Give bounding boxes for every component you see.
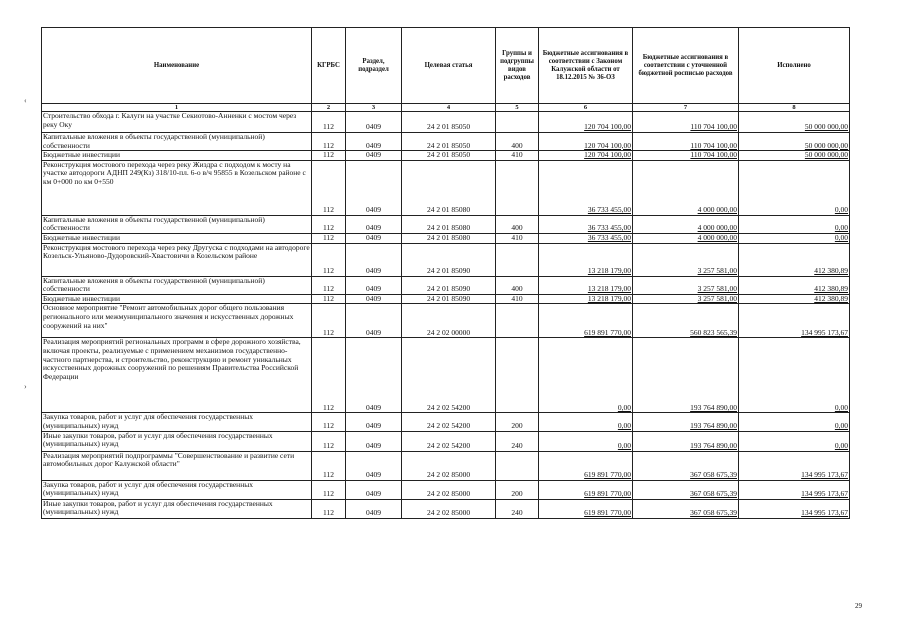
table-row bbox=[42, 451, 850, 480]
row-name: Иные закупки товаров, работ и услуг для обеспечения государственных (муниципальных) нужд bbox=[42, 499, 312, 518]
row-name: Реконструкция мостового перехода через реку Другуска с подходами на автодороге Козельск-Ульяново-Дудоровский-Хвастовичи в Козельском районе bbox=[42, 243, 312, 276]
table-row bbox=[42, 160, 850, 215]
row-name: Бюджетные инвестиции bbox=[42, 151, 312, 161]
row-executed-amount: 0,00 bbox=[739, 215, 850, 233]
row-kgrbs: 112 bbox=[312, 413, 346, 431]
row-target: 24 2 01 85080 bbox=[402, 160, 496, 215]
row-target: 24 2 02 85000 bbox=[402, 451, 496, 480]
row-section: 0409 bbox=[346, 451, 402, 480]
header-groups: Группы и подгруппы видов расходов bbox=[496, 28, 539, 104]
row-name: Капитальные вложения в объекты государственной (муниципальной) собственности bbox=[42, 276, 312, 294]
margin-tick: › bbox=[24, 382, 27, 391]
row-name: Капитальные вложения в объекты государственной (муниципальной) собственности bbox=[42, 133, 312, 151]
row-refined-amount: 4 000 000,00 bbox=[633, 160, 739, 215]
row-executed-amount: 0,00 bbox=[739, 431, 850, 451]
table-row bbox=[42, 151, 850, 161]
column-number-row bbox=[42, 104, 850, 112]
table-row bbox=[42, 233, 850, 243]
row-law-amount: 619 891 770,00 bbox=[539, 451, 633, 480]
table-row bbox=[42, 338, 850, 413]
table-row bbox=[42, 413, 850, 431]
row-refined-amount: 4 000 000,00 bbox=[633, 233, 739, 243]
row-group: 410 bbox=[496, 151, 539, 161]
row-law-amount: 0,00 bbox=[539, 413, 633, 431]
row-target: 24 2 01 85080 bbox=[402, 215, 496, 233]
row-executed-amount: 0,00 bbox=[739, 160, 850, 215]
row-refined-amount: 110 704 100,00 bbox=[633, 112, 739, 133]
row-group: 400 bbox=[496, 133, 539, 151]
table-row bbox=[42, 499, 850, 518]
row-refined-amount: 193 764 890,00 bbox=[633, 413, 739, 431]
row-executed-amount: 134 995 173,67 bbox=[739, 480, 850, 499]
page-number: 29 bbox=[855, 602, 862, 610]
row-refined-amount: 3 257 581,00 bbox=[633, 294, 739, 304]
row-group bbox=[496, 338, 539, 413]
table-header-row bbox=[42, 28, 850, 104]
row-kgrbs: 112 bbox=[312, 499, 346, 518]
row-group bbox=[496, 243, 539, 276]
column-number: 7 bbox=[633, 104, 739, 112]
row-target: 24 2 01 85080 bbox=[402, 233, 496, 243]
table-row bbox=[42, 276, 850, 294]
row-target: 24 2 02 54200 bbox=[402, 338, 496, 413]
column-number: 8 bbox=[739, 104, 850, 112]
column-number: 3 bbox=[346, 104, 402, 112]
table-row bbox=[42, 431, 850, 451]
row-group bbox=[496, 112, 539, 133]
table-body bbox=[42, 112, 850, 519]
row-law-amount: 13 218 179,00 bbox=[539, 276, 633, 294]
row-target: 24 2 01 85050 bbox=[402, 112, 496, 133]
column-number: 5 bbox=[496, 104, 539, 112]
row-name: Закупка товаров, работ и услуг для обеспечения государственных (муниципальных) нужд bbox=[42, 480, 312, 499]
row-refined-amount: 110 704 100,00 bbox=[633, 151, 739, 161]
row-refined-amount: 560 823 565,39 bbox=[633, 304, 739, 338]
row-target: 24 2 02 85000 bbox=[402, 480, 496, 499]
row-group: 200 bbox=[496, 480, 539, 499]
row-name: Реконструкция мостового перехода через реку Жиздра с подходом к мосту на участке автодороги АДНП 249(Кз) 318/10-пл. 6-о в/ч 95855 в Козельском районе с км 0+000 по км 0+550 bbox=[42, 160, 312, 215]
row-law-amount: 120 704 100,00 bbox=[539, 112, 633, 133]
row-refined-amount: 3 257 581,00 bbox=[633, 276, 739, 294]
row-kgrbs: 112 bbox=[312, 160, 346, 215]
row-kgrbs: 112 bbox=[312, 112, 346, 133]
table-row bbox=[42, 112, 850, 133]
row-executed-amount: 134 995 173,67 bbox=[739, 304, 850, 338]
row-section: 0409 bbox=[346, 294, 402, 304]
row-target: 24 2 01 85090 bbox=[402, 276, 496, 294]
row-kgrbs: 112 bbox=[312, 276, 346, 294]
column-number: 2 bbox=[312, 104, 346, 112]
row-refined-amount: 3 257 581,00 bbox=[633, 243, 739, 276]
row-section: 0409 bbox=[346, 133, 402, 151]
column-number: 6 bbox=[539, 104, 633, 112]
row-kgrbs: 112 bbox=[312, 431, 346, 451]
row-target: 24 2 02 00000 bbox=[402, 304, 496, 338]
row-section: 0409 bbox=[346, 304, 402, 338]
row-group bbox=[496, 451, 539, 480]
row-refined-amount: 193 764 890,00 bbox=[633, 431, 739, 451]
margin-tick: ‹ bbox=[24, 96, 27, 105]
row-law-amount: 0,00 bbox=[539, 338, 633, 413]
header-name: Наименование bbox=[42, 28, 312, 104]
column-number: 1 bbox=[42, 104, 312, 112]
table-row bbox=[42, 133, 850, 151]
row-executed-amount: 412 380,89 bbox=[739, 243, 850, 276]
row-refined-amount: 367 058 675,39 bbox=[633, 451, 739, 480]
table-row bbox=[42, 215, 850, 233]
row-kgrbs: 112 bbox=[312, 243, 346, 276]
row-name: Реализация мероприятий региональных программ в сфере дорожного хозяйства, включая проекты, реализуемые с применением механизмов государственно-частного партнерства, и строительство, реконструкцию и ремонт уникальных искусственных дорожных сооружений по решениям Правительства Российской Федерации bbox=[42, 338, 312, 413]
budget-table bbox=[41, 27, 850, 519]
row-kgrbs: 112 bbox=[312, 304, 346, 338]
row-law-amount: 36 733 455,00 bbox=[539, 160, 633, 215]
row-executed-amount: 412 380,89 bbox=[739, 294, 850, 304]
row-section: 0409 bbox=[346, 276, 402, 294]
row-law-amount: 13 218 179,00 bbox=[539, 294, 633, 304]
row-section: 0409 bbox=[346, 160, 402, 215]
row-law-amount: 36 733 455,00 bbox=[539, 215, 633, 233]
row-target: 24 2 01 85050 bbox=[402, 151, 496, 161]
row-name: Иные закупки товаров, работ и услуг для обеспечения государственных (муниципальных) нужд bbox=[42, 431, 312, 451]
row-kgrbs: 112 bbox=[312, 133, 346, 151]
table-row bbox=[42, 304, 850, 338]
row-target: 24 2 01 85090 bbox=[402, 294, 496, 304]
row-group: 240 bbox=[496, 499, 539, 518]
row-refined-amount: 110 704 100,00 bbox=[633, 133, 739, 151]
row-target: 24 2 02 54200 bbox=[402, 413, 496, 431]
row-section: 0409 bbox=[346, 338, 402, 413]
row-name: Строительство обхода г. Калуги на участке Секиотово-Анненки с мостом через реку Оку bbox=[42, 112, 312, 133]
header-target: Целевая статья bbox=[402, 28, 496, 104]
header-kgrbs: КГРБС bbox=[312, 28, 346, 104]
row-executed-amount: 0,00 bbox=[739, 338, 850, 413]
row-executed-amount: 50 000 000,00 bbox=[739, 151, 850, 161]
column-number: 4 bbox=[402, 104, 496, 112]
row-group: 200 bbox=[496, 413, 539, 431]
row-target: 24 2 02 54200 bbox=[402, 431, 496, 451]
table-row bbox=[42, 294, 850, 304]
row-executed-amount: 50 000 000,00 bbox=[739, 112, 850, 133]
row-group: 410 bbox=[496, 294, 539, 304]
row-group bbox=[496, 304, 539, 338]
row-executed-amount: 50 000 000,00 bbox=[739, 133, 850, 151]
row-law-amount: 13 218 179,00 bbox=[539, 243, 633, 276]
row-name: Бюджетные инвестиции bbox=[42, 294, 312, 304]
header-refined: Бюджетные ассигнования в соответствии с уточненной бюджетной росписью расходов bbox=[633, 28, 739, 104]
row-group: 400 bbox=[496, 276, 539, 294]
row-name: Капитальные вложения в объекты государственной (муниципальной) собственности bbox=[42, 215, 312, 233]
row-section: 0409 bbox=[346, 413, 402, 431]
row-section: 0409 bbox=[346, 112, 402, 133]
row-kgrbs: 112 bbox=[312, 294, 346, 304]
row-section: 0409 bbox=[346, 233, 402, 243]
row-refined-amount: 367 058 675,39 bbox=[633, 499, 739, 518]
row-kgrbs: 112 bbox=[312, 451, 346, 480]
row-name: Основное мероприятие "Ремонт автомобильных дорог общего пользования регионального или межмуниципального значения и искусственных дорожных сооружений на них" bbox=[42, 304, 312, 338]
row-section: 0409 bbox=[346, 431, 402, 451]
row-executed-amount: 0,00 bbox=[739, 233, 850, 243]
row-refined-amount: 367 058 675,39 bbox=[633, 480, 739, 499]
row-executed-amount: 134 995 173,67 bbox=[739, 499, 850, 518]
row-law-amount: 36 733 455,00 bbox=[539, 233, 633, 243]
row-name: Бюджетные инвестиции bbox=[42, 233, 312, 243]
row-section: 0409 bbox=[346, 215, 402, 233]
row-kgrbs: 112 bbox=[312, 151, 346, 161]
row-section: 0409 bbox=[346, 151, 402, 161]
row-group: 400 bbox=[496, 215, 539, 233]
row-section: 0409 bbox=[346, 480, 402, 499]
row-refined-amount: 193 764 890,00 bbox=[633, 338, 739, 413]
row-kgrbs: 112 bbox=[312, 233, 346, 243]
row-law-amount: 619 891 770,00 bbox=[539, 499, 633, 518]
row-group: 240 bbox=[496, 431, 539, 451]
row-section: 0409 bbox=[346, 243, 402, 276]
row-name: Закупка товаров, работ и услуг для обеспечения государственных (муниципальных) нужд bbox=[42, 413, 312, 431]
header-execution: Исполнено bbox=[739, 28, 850, 104]
row-executed-amount: 134 995 173,67 bbox=[739, 451, 850, 480]
header-section: Раздел, подраздел bbox=[346, 28, 402, 104]
table-row bbox=[42, 243, 850, 276]
row-executed-amount: 0,00 bbox=[739, 413, 850, 431]
header-law: Бюджетные ассигнования в соответствии с Законом Калужской области от 18.12.2015 № 36-ОЗ bbox=[539, 28, 633, 104]
row-refined-amount: 4 000 000,00 bbox=[633, 215, 739, 233]
row-law-amount: 619 891 770,00 bbox=[539, 480, 633, 499]
row-executed-amount: 412 380,89 bbox=[739, 276, 850, 294]
row-law-amount: 0,00 bbox=[539, 431, 633, 451]
row-section: 0409 bbox=[346, 499, 402, 518]
table-row bbox=[42, 480, 850, 499]
row-group: 410 bbox=[496, 233, 539, 243]
row-group bbox=[496, 160, 539, 215]
row-kgrbs: 112 bbox=[312, 215, 346, 233]
row-law-amount: 619 891 770,00 bbox=[539, 304, 633, 338]
row-kgrbs: 112 bbox=[312, 338, 346, 413]
row-target: 24 2 01 85090 bbox=[402, 243, 496, 276]
row-target: 24 2 02 85000 bbox=[402, 499, 496, 518]
row-law-amount: 120 704 100,00 bbox=[539, 133, 633, 151]
row-name: Реализация мероприятий подпрограммы "Совершенствование и развитие сети автомобильных дорог Калужской области" bbox=[42, 451, 312, 480]
row-target: 24 2 01 85050 bbox=[402, 133, 496, 151]
row-kgrbs: 112 bbox=[312, 480, 346, 499]
row-law-amount: 120 704 100,00 bbox=[539, 151, 633, 161]
